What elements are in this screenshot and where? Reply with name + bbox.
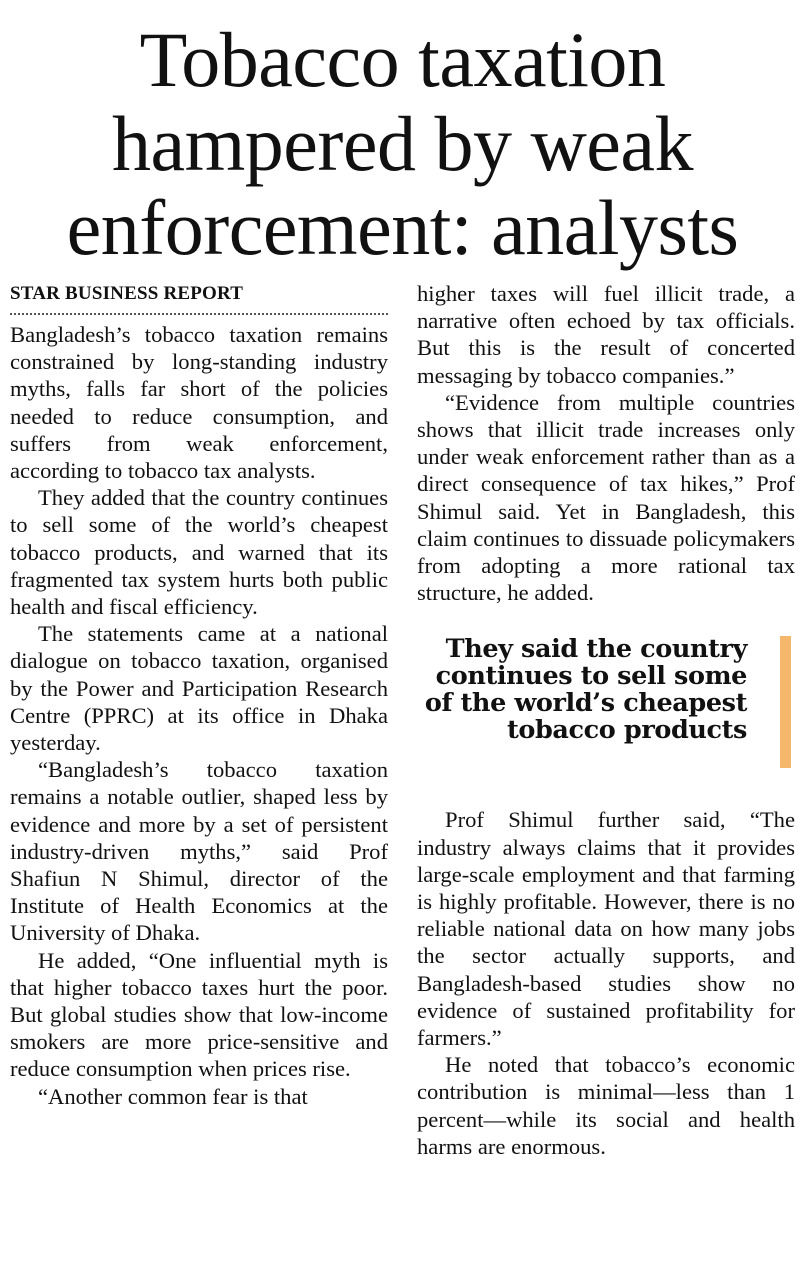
- headline-line: Tobacco taxation: [139, 16, 666, 103]
- paragraph: He added, “One influential myth is that higher tobacco taxes hurt the poor. But global studies show that low-income smokers are more price-sensitive and reduce consumption when prices rise.: [10, 947, 388, 1082]
- article-column-left: [10, 280, 388, 1110]
- paragraph: “Bangladesh’s tobacco taxation remains a notable outlier, shaped less by evidence and more by a set of persistent industry-driven myths,” said Prof Shafiun N Shimul, director of the Institute of Health Economics at the University of Dhaka.: [10, 757, 388, 946]
- headline-line: hampered by weak: [111, 100, 694, 187]
- pull-quote-accent-bar: [780, 636, 791, 768]
- headline-line: enforcement: analysts: [66, 184, 739, 271]
- pull-quote-text: They said the country continues to sell some of the world’s cheapest tobacco products: [424, 634, 747, 746]
- paragraph: “Another common fear is that: [38, 1083, 308, 1109]
- paragraph: They added that the country continues to sell some of the world’s cheapest tobacco products, and warned that its fragmented tax system hurts both public health and fiscal efficiency.: [10, 485, 388, 620]
- paragraph: “Evidence from multiple countries shows that illicit trade increases only under weak enforcement rather than as a direct consequence of tax hikes,” Prof Shimul said. Yet in Bangladesh, this claim continues to dissuade policymakers from adopting a more rational tax structure, he added.: [417, 389, 795, 606]
- article-column-right: [417, 280, 795, 1160]
- headline: [0, 18, 805, 270]
- paragraph: higher taxes will fuel illicit trade, a narrative often echoed by tax officials. But this is the result of concerted messaging by tobacco companies.”: [417, 281, 795, 388]
- paragraph: The statements came at a national dialogue on tobacco taxation, organised by the Power and Participation Research Centre (PPRC) at its office in Dhaka yesterday.: [10, 621, 388, 756]
- pull-quote: [417, 636, 795, 778]
- paragraph: He noted that tobacco’s economic contribution is minimal—less than 1 percent—while its social and health harms are enormous.: [417, 1052, 795, 1159]
- byline: STAR BUSINESS REPORT: [10, 280, 388, 315]
- paragraph: Bangladesh’s tobacco taxation remains constrained by long-standing industry myths, falls far short of the policies needed to reduce consumption, and suffers from weak enforcement, according to tobacco tax analysts.: [10, 322, 388, 484]
- paragraph: Prof Shimul further said, “The industry always claims that it provides large-scale employment and that farming is highly profitable. However, there is no reliable national data on how many jobs the sector actually supports, and Bangladesh-based studies show no evidence of sustained profitability for farmers.”: [417, 807, 795, 1051]
